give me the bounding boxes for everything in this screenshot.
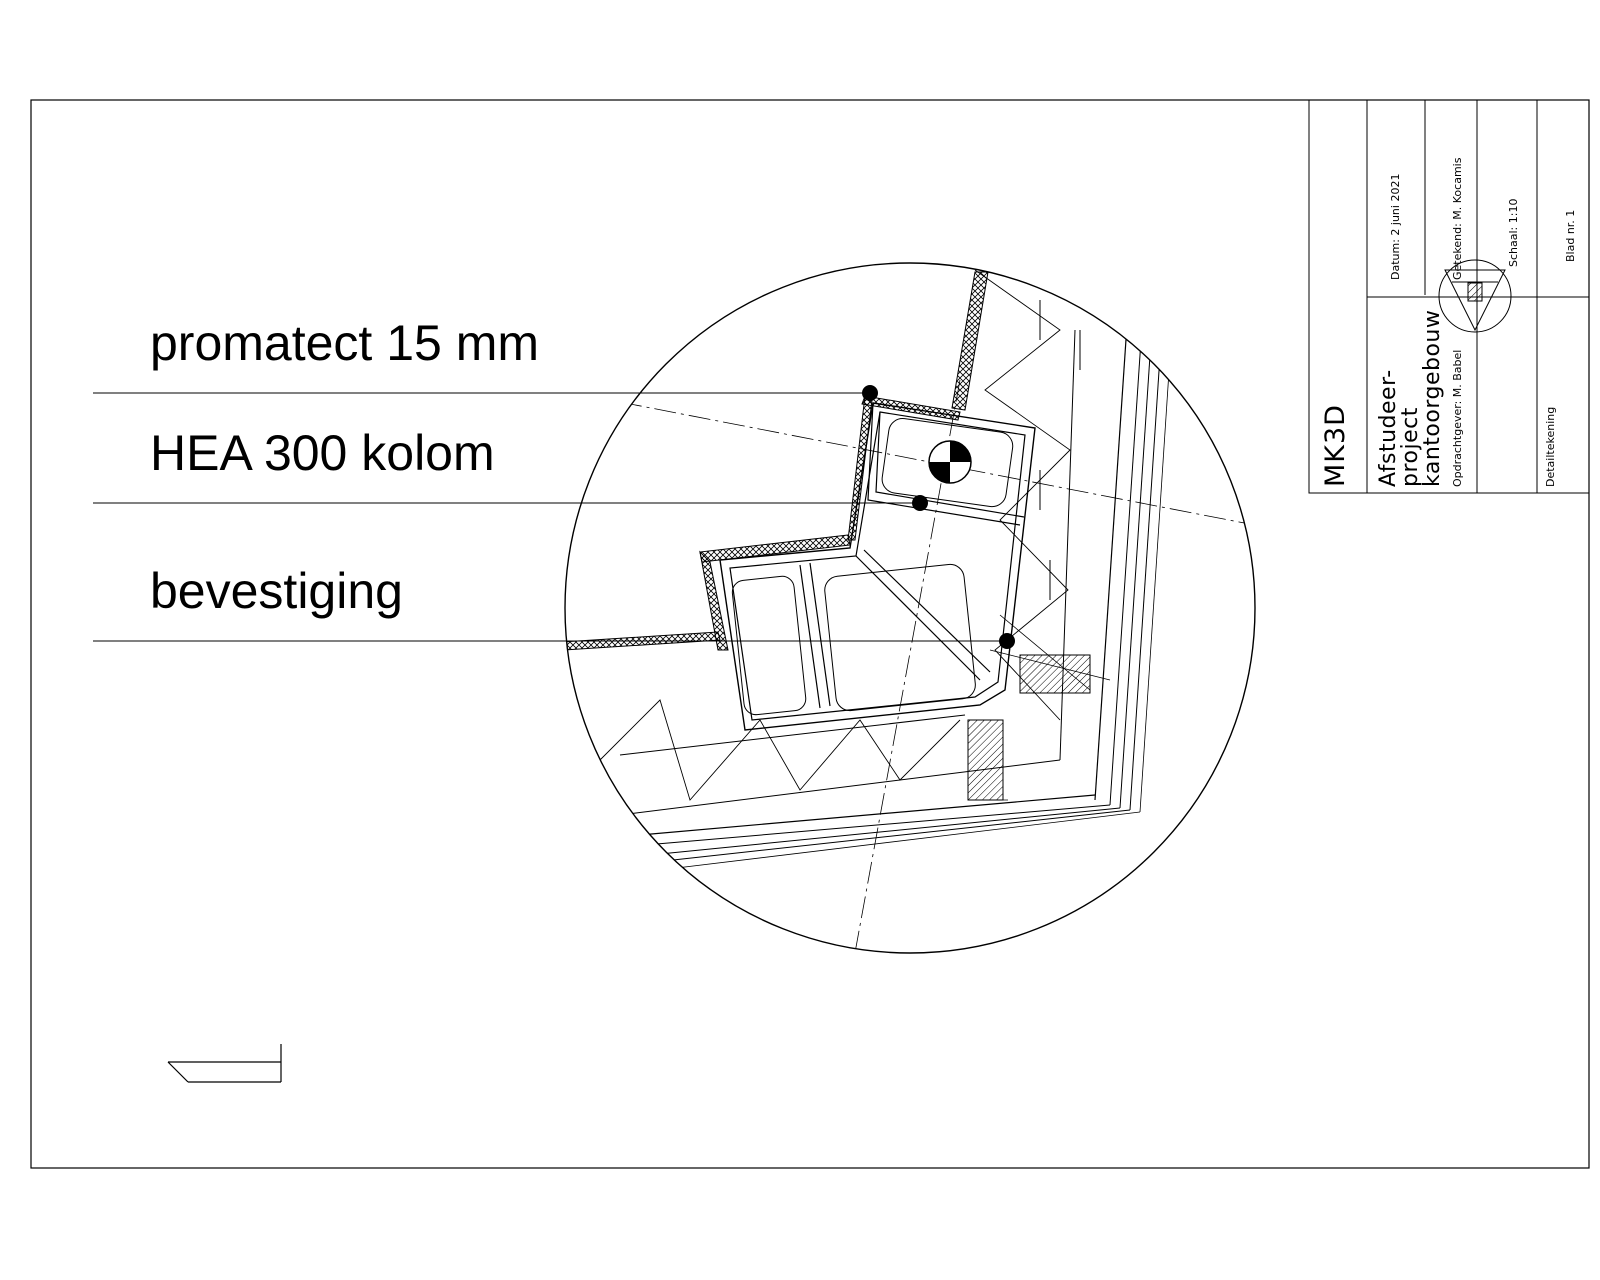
detail-view bbox=[560, 263, 1270, 980]
project-title-line1: Afstudeer- bbox=[1376, 369, 1401, 487]
callout-promatect: promatect 15 mm bbox=[150, 315, 540, 371]
centroid-symbol-icon bbox=[929, 441, 971, 483]
drawing-type-field: Detailtekening bbox=[1544, 406, 1557, 487]
opdrachtgever-field: Opdrachtgever: M. Babel bbox=[1451, 349, 1464, 487]
project-title-line3: kantoorgebouw bbox=[1420, 309, 1445, 487]
project-title-line2: project bbox=[1398, 407, 1423, 487]
company-logo-icon bbox=[1439, 260, 1511, 332]
leader-dot-hea bbox=[912, 495, 928, 511]
leader-dot-promatect bbox=[862, 385, 878, 401]
project-code: MK3D bbox=[1320, 404, 1351, 487]
leader-dot-bevestiging bbox=[999, 633, 1015, 649]
callout-hea-column: HEA 300 kolom bbox=[150, 425, 495, 481]
blad-field: Blad nr. 1 bbox=[1564, 209, 1577, 262]
getekend-field: Getekend: M. Kocamis bbox=[1451, 157, 1464, 280]
schaal-field: Schaal: 1:10 bbox=[1507, 198, 1520, 267]
detail-marker bbox=[168, 1044, 281, 1082]
datum-field: Datum: 2 juni 2021 bbox=[1389, 173, 1402, 280]
callout-bevestiging: bevestiging bbox=[150, 563, 403, 619]
